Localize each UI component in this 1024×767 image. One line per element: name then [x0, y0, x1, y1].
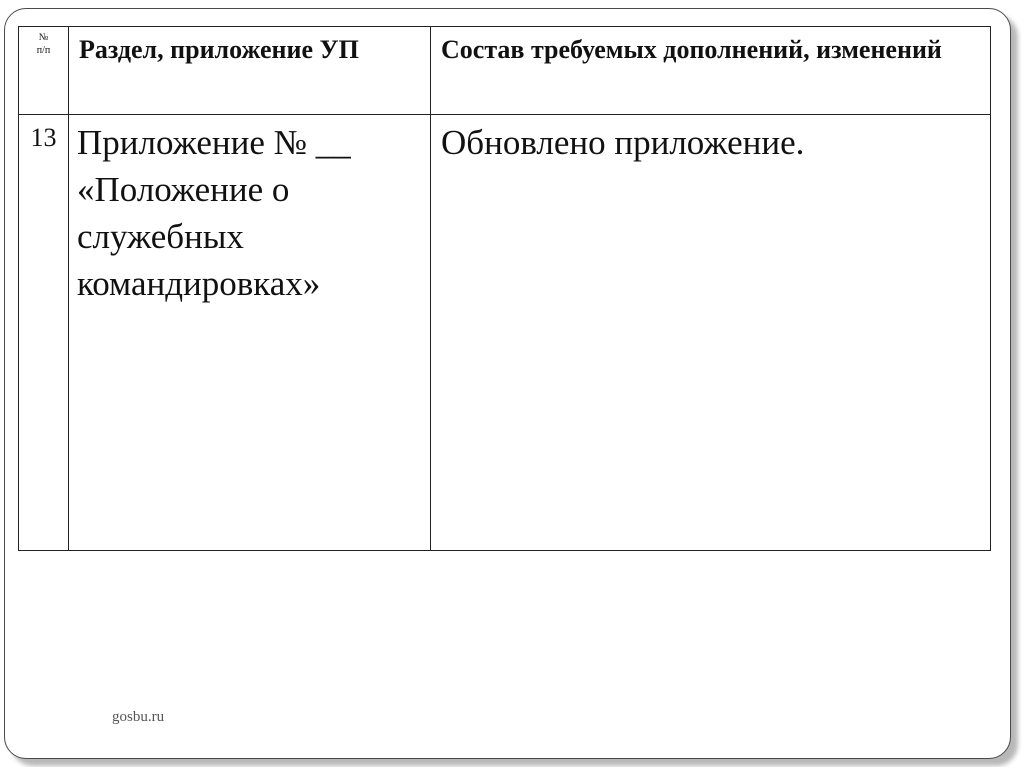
changes-table: [18, 26, 991, 551]
header-section: Раздел, приложение УП: [69, 27, 431, 115]
footer-source: gosbu.ru: [112, 709, 165, 725]
table-row: [19, 115, 991, 551]
header-number: [19, 27, 69, 115]
row-number: 13: [19, 115, 69, 551]
row-section: Приложение № __ «Положение о служебных командировках»: [69, 115, 431, 551]
header-number-abbrev: п/п: [36, 45, 51, 56]
header-changes: Состав требуемых дополнений, изменений: [431, 27, 991, 115]
row-changes: Обновлено приложение.: [431, 115, 991, 551]
header-number-sign: №: [38, 32, 49, 43]
table-header-row: [19, 27, 991, 115]
